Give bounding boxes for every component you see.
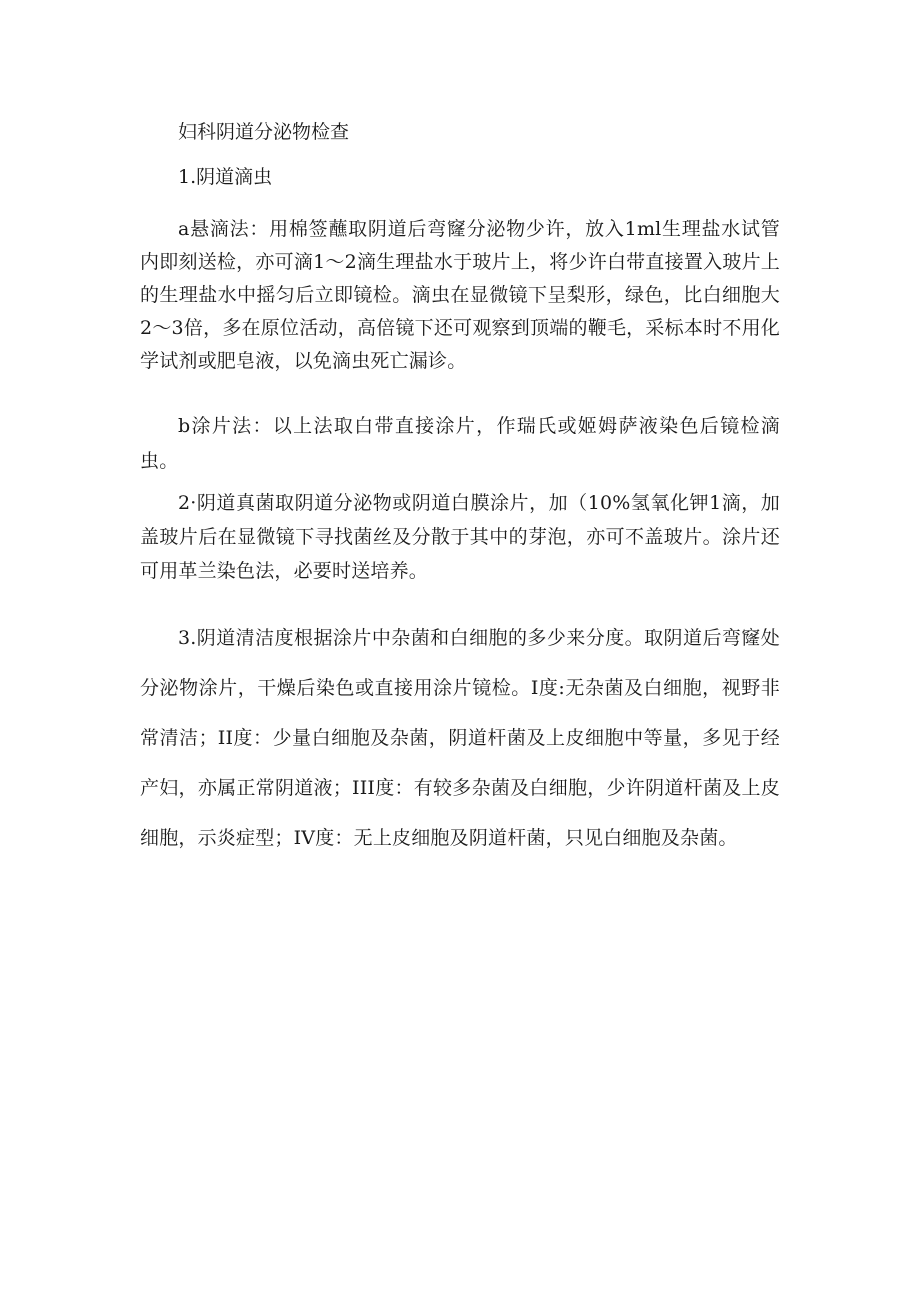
document-title: 妇科阴道分泌物检查 (178, 121, 350, 143)
section-heading-trichomonas: 1.阴道滴虫 (178, 166, 273, 188)
paragraph-vaginal-fungus: 2·阴道真菌取阴道分泌物或阴道白膜涂片，加（10%氢氧化钾1滴，加盖玻片后在显微镜下寻找菌丝及分散于其中的芽泡，亦可不盖玻片。涂片还可用革兰染色法，必要时送培养。 (140, 492, 780, 582)
paragraph-smear-method: b涂片法：以上法取白带直接涂片，作瑞氏或姬姆萨液染色后镜检滴虫。 (140, 415, 780, 472)
paragraph-hanging-drop-method: a悬滴法：用棉签蘸取阴道后弯窿分泌物少许，放入1ml生理盐水试管内即刻送检，亦可滴1～2滴生理盐水于玻片上，将少许白带直接置入玻片上的生理盐水中摇匀后立即镜检。滴虫在显微镜下呈梨形，绿色，比白细胞大2～3倍，多在原位活动，高倍镜下还可观察到顶端的鞭毛，采标本时不用化学试剂或肥皂液，以免滴虫死亡漏诊。 (140, 218, 780, 372)
paragraph-vaginal-cleanliness: 3.阴道清洁度根据涂片中杂菌和白细胞的多少来分度。取阴道后弯窿处分泌物涂片，干燥后染色或直接用涂片镜检。I度:无杂菌及白细胞，视野非常清洁；II度：少量白细胞及杂菌，阴道杆菌及上皮细胞中等量，多见于经产妇，亦属正常阴道液；III度：有较多杂菌及白细胞，少许阴道杆菌及上皮细胞，示炎症型；IV度：无上皮细胞及阴道杆菌，只见白细胞及杂菌。 (140, 627, 780, 849)
